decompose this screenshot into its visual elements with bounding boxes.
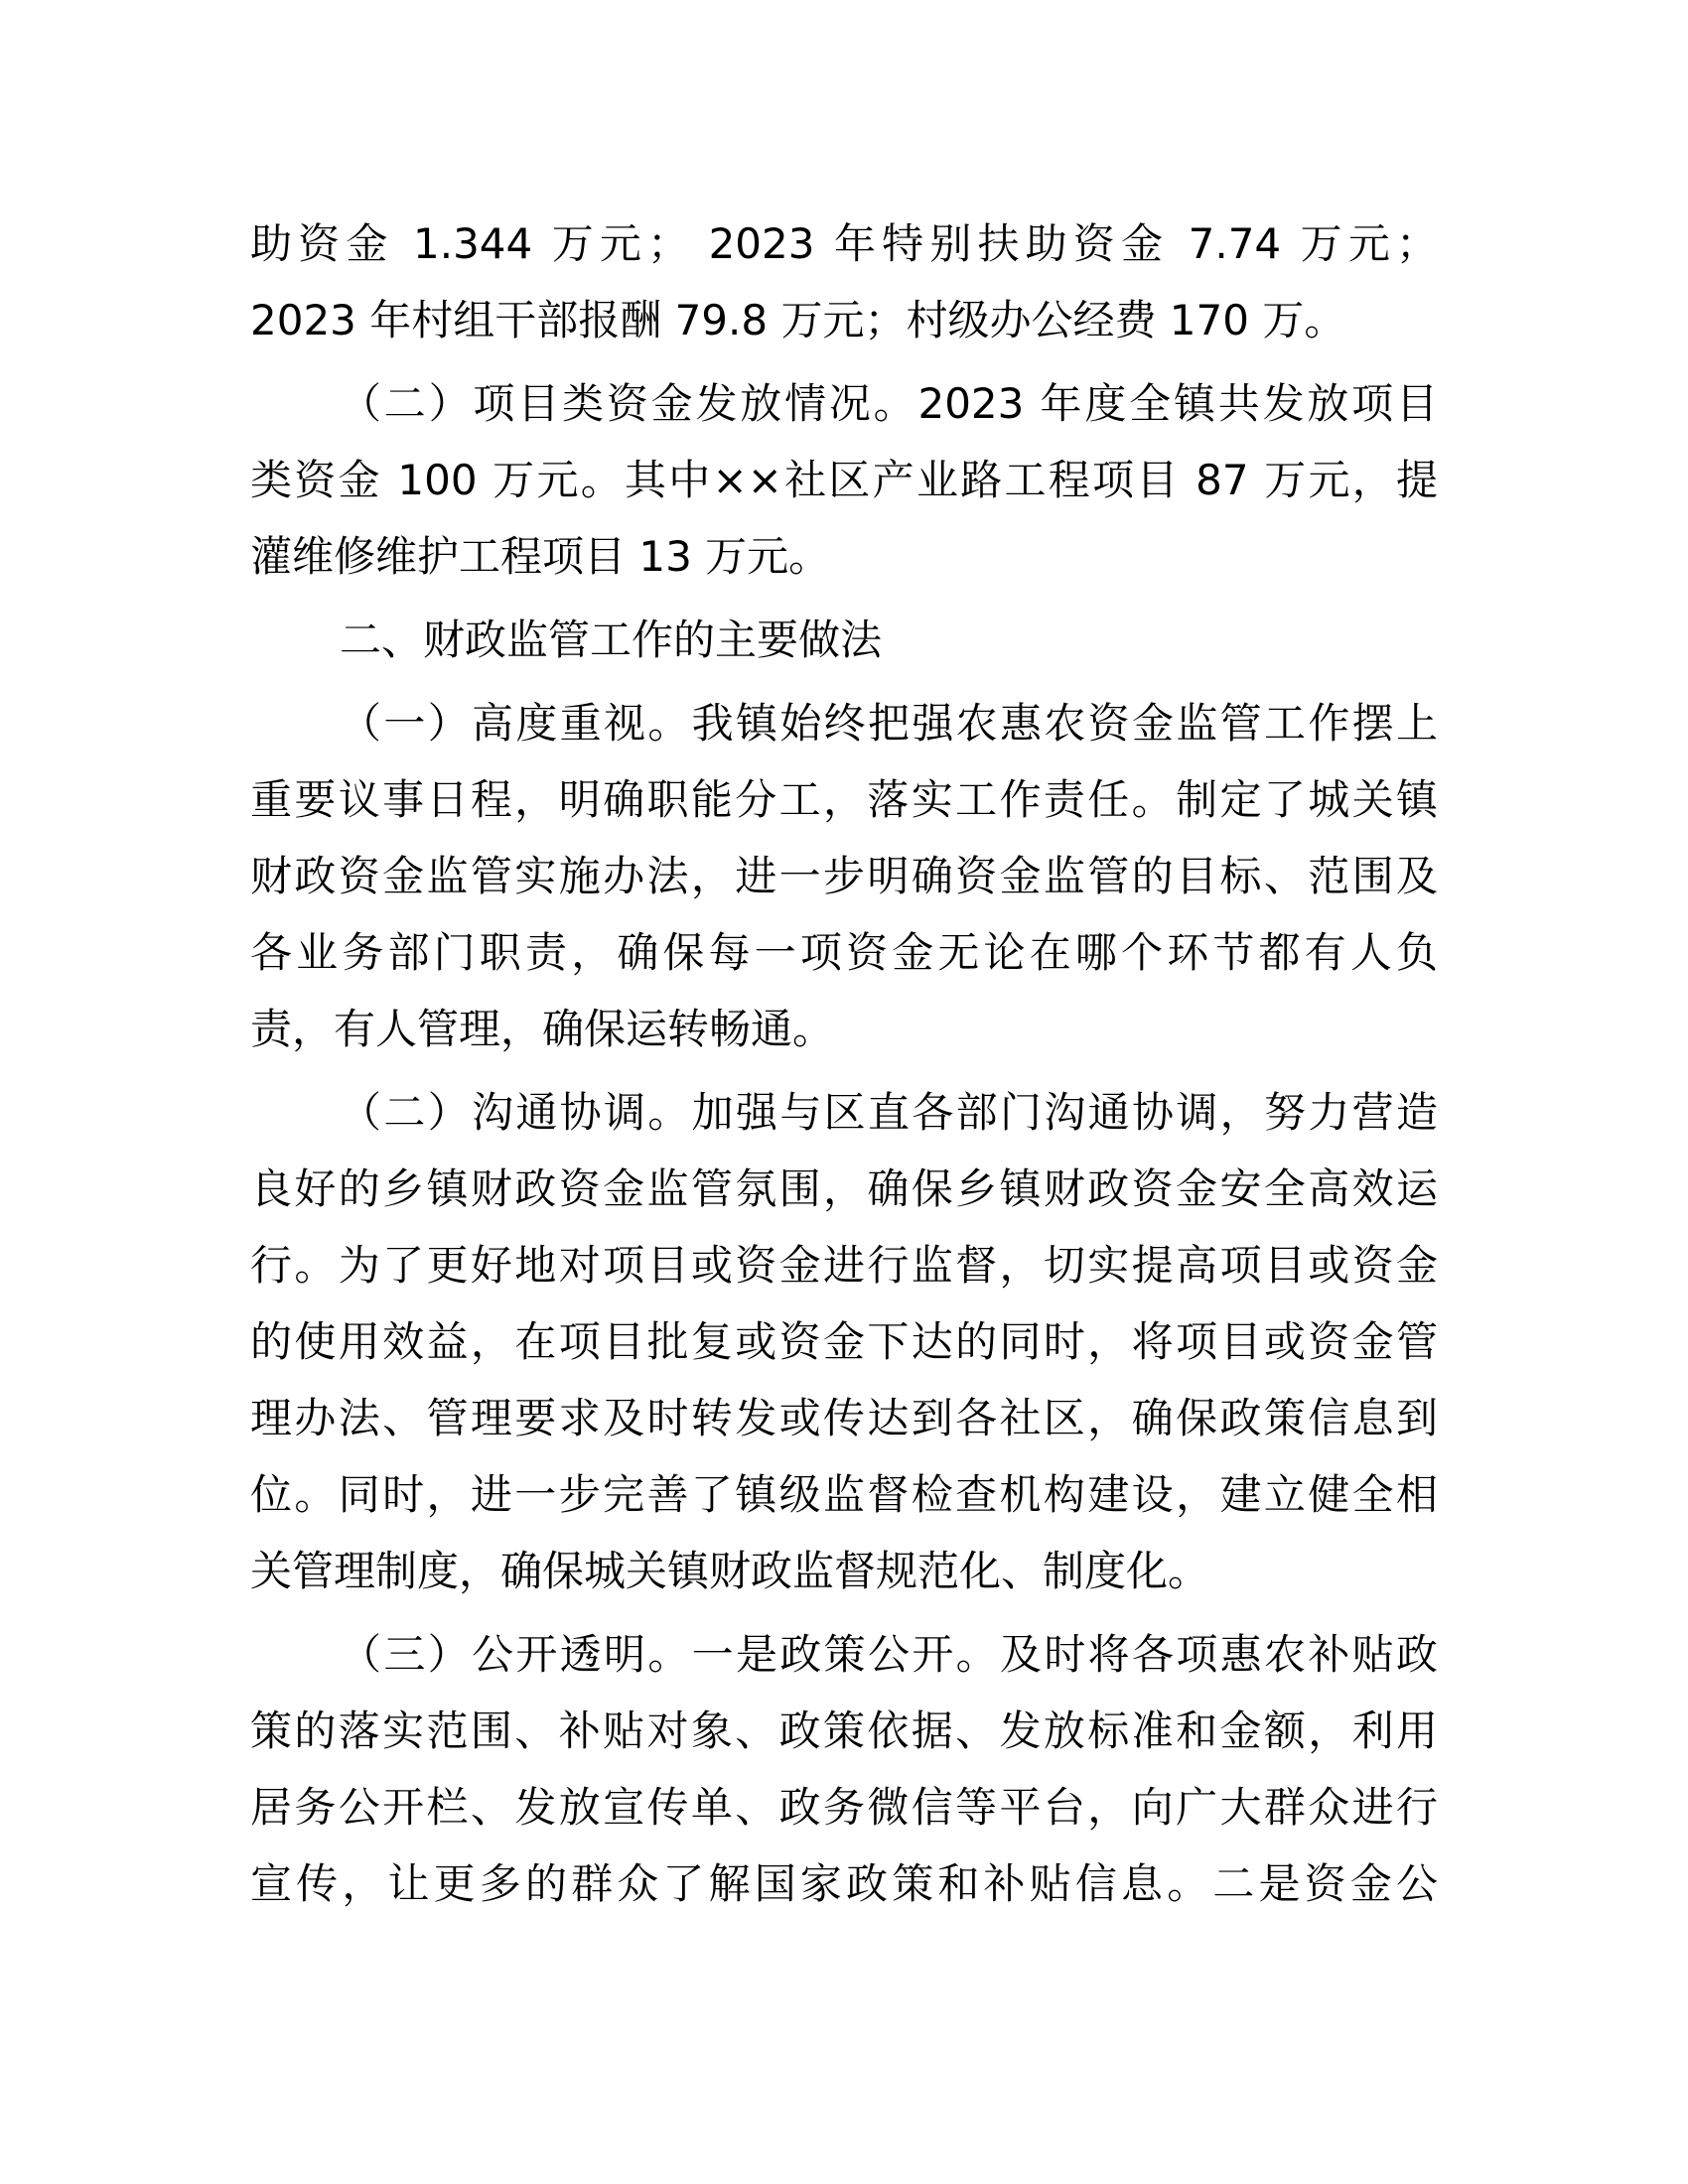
text-line: 关管理制度，确保城关镇财政监督规范化、制度化。 xyxy=(250,1547,1210,1595)
text-line: 策的落实范围、补贴对象、政策依据、发放标准和金额，利用 xyxy=(250,1706,1438,1755)
text-line: 重要议事日程，明确职能分工，落实工作责任。制定了城关镇 xyxy=(250,775,1438,824)
text-line: 的使用效益，在项目批复或资金下达的同时，将项目或资金管 xyxy=(250,1317,1438,1366)
paragraph-subsidy-funds-continued xyxy=(250,205,1438,358)
paragraph-transparency xyxy=(250,1616,1438,1922)
document-page xyxy=(250,205,1438,1929)
paragraph-project-funds xyxy=(250,365,1438,595)
text-line: 宣传，让更多的群众了解国家政策和补贴信息。二是资金公 xyxy=(250,1859,1438,1908)
paragraph-high-priority xyxy=(250,685,1438,1067)
text-line: 位。同时，进一步完善了镇级监督检查机构建设，建立健全相 xyxy=(250,1470,1438,1519)
text-line: 居务公开栏、发放宣传单、政务微信等平台，向广大群众进行 xyxy=(250,1783,1438,1832)
text-line: （二）沟通协调。加强与区直各部门沟通协调，努力营造 xyxy=(340,1088,1438,1137)
heading-text: 二、财政监管工作的主要做法 xyxy=(340,615,883,664)
text-line: 各业务部门职责，确保每一项资金无论在哪个环节都有人负 xyxy=(250,928,1438,977)
text-line: 理办法、管理要求及时转发或传达到各社区，确保政策信息到 xyxy=(250,1394,1438,1442)
text-line: （三）公开透明。一是政策公开。及时将各项惠农补贴政 xyxy=(340,1630,1438,1679)
text-line: 责，有人管理，确保运转畅通。 xyxy=(250,1005,835,1053)
text-line: 灌维修维护工程项目 13 万元。 xyxy=(250,532,831,581)
text-line: 行。为了更好地对项目或资金进行监督，切实提高项目或资金 xyxy=(250,1241,1438,1290)
text-line: 类资金 100 万元。其中××社区产业路工程项目 87 万元，提 xyxy=(250,456,1438,504)
text-line: 2023 年村组干部报酬 79.8 万元；村级办公经费 170 万。 xyxy=(250,296,1346,344)
text-line: 良好的乡镇财政资金监管氛围，确保乡镇财政资金安全高效运 xyxy=(250,1164,1438,1213)
text-line: （二）项目类资金发放情况。2023 年度全镇共发放项目 xyxy=(340,379,1438,428)
text-line: 助资金 1.344 万元； 2023 年特别扶助资金 7.74 万元； xyxy=(250,219,1438,268)
text-line: （一）高度重视。我镇始终把强农惠农资金监管工作摆上 xyxy=(340,699,1438,748)
text-line: 财政资金监管实施办法，进一步明确资金监管的目标、范围及 xyxy=(250,852,1438,900)
section-heading-main-practices xyxy=(250,602,1438,678)
paragraph-communication xyxy=(250,1074,1438,1609)
